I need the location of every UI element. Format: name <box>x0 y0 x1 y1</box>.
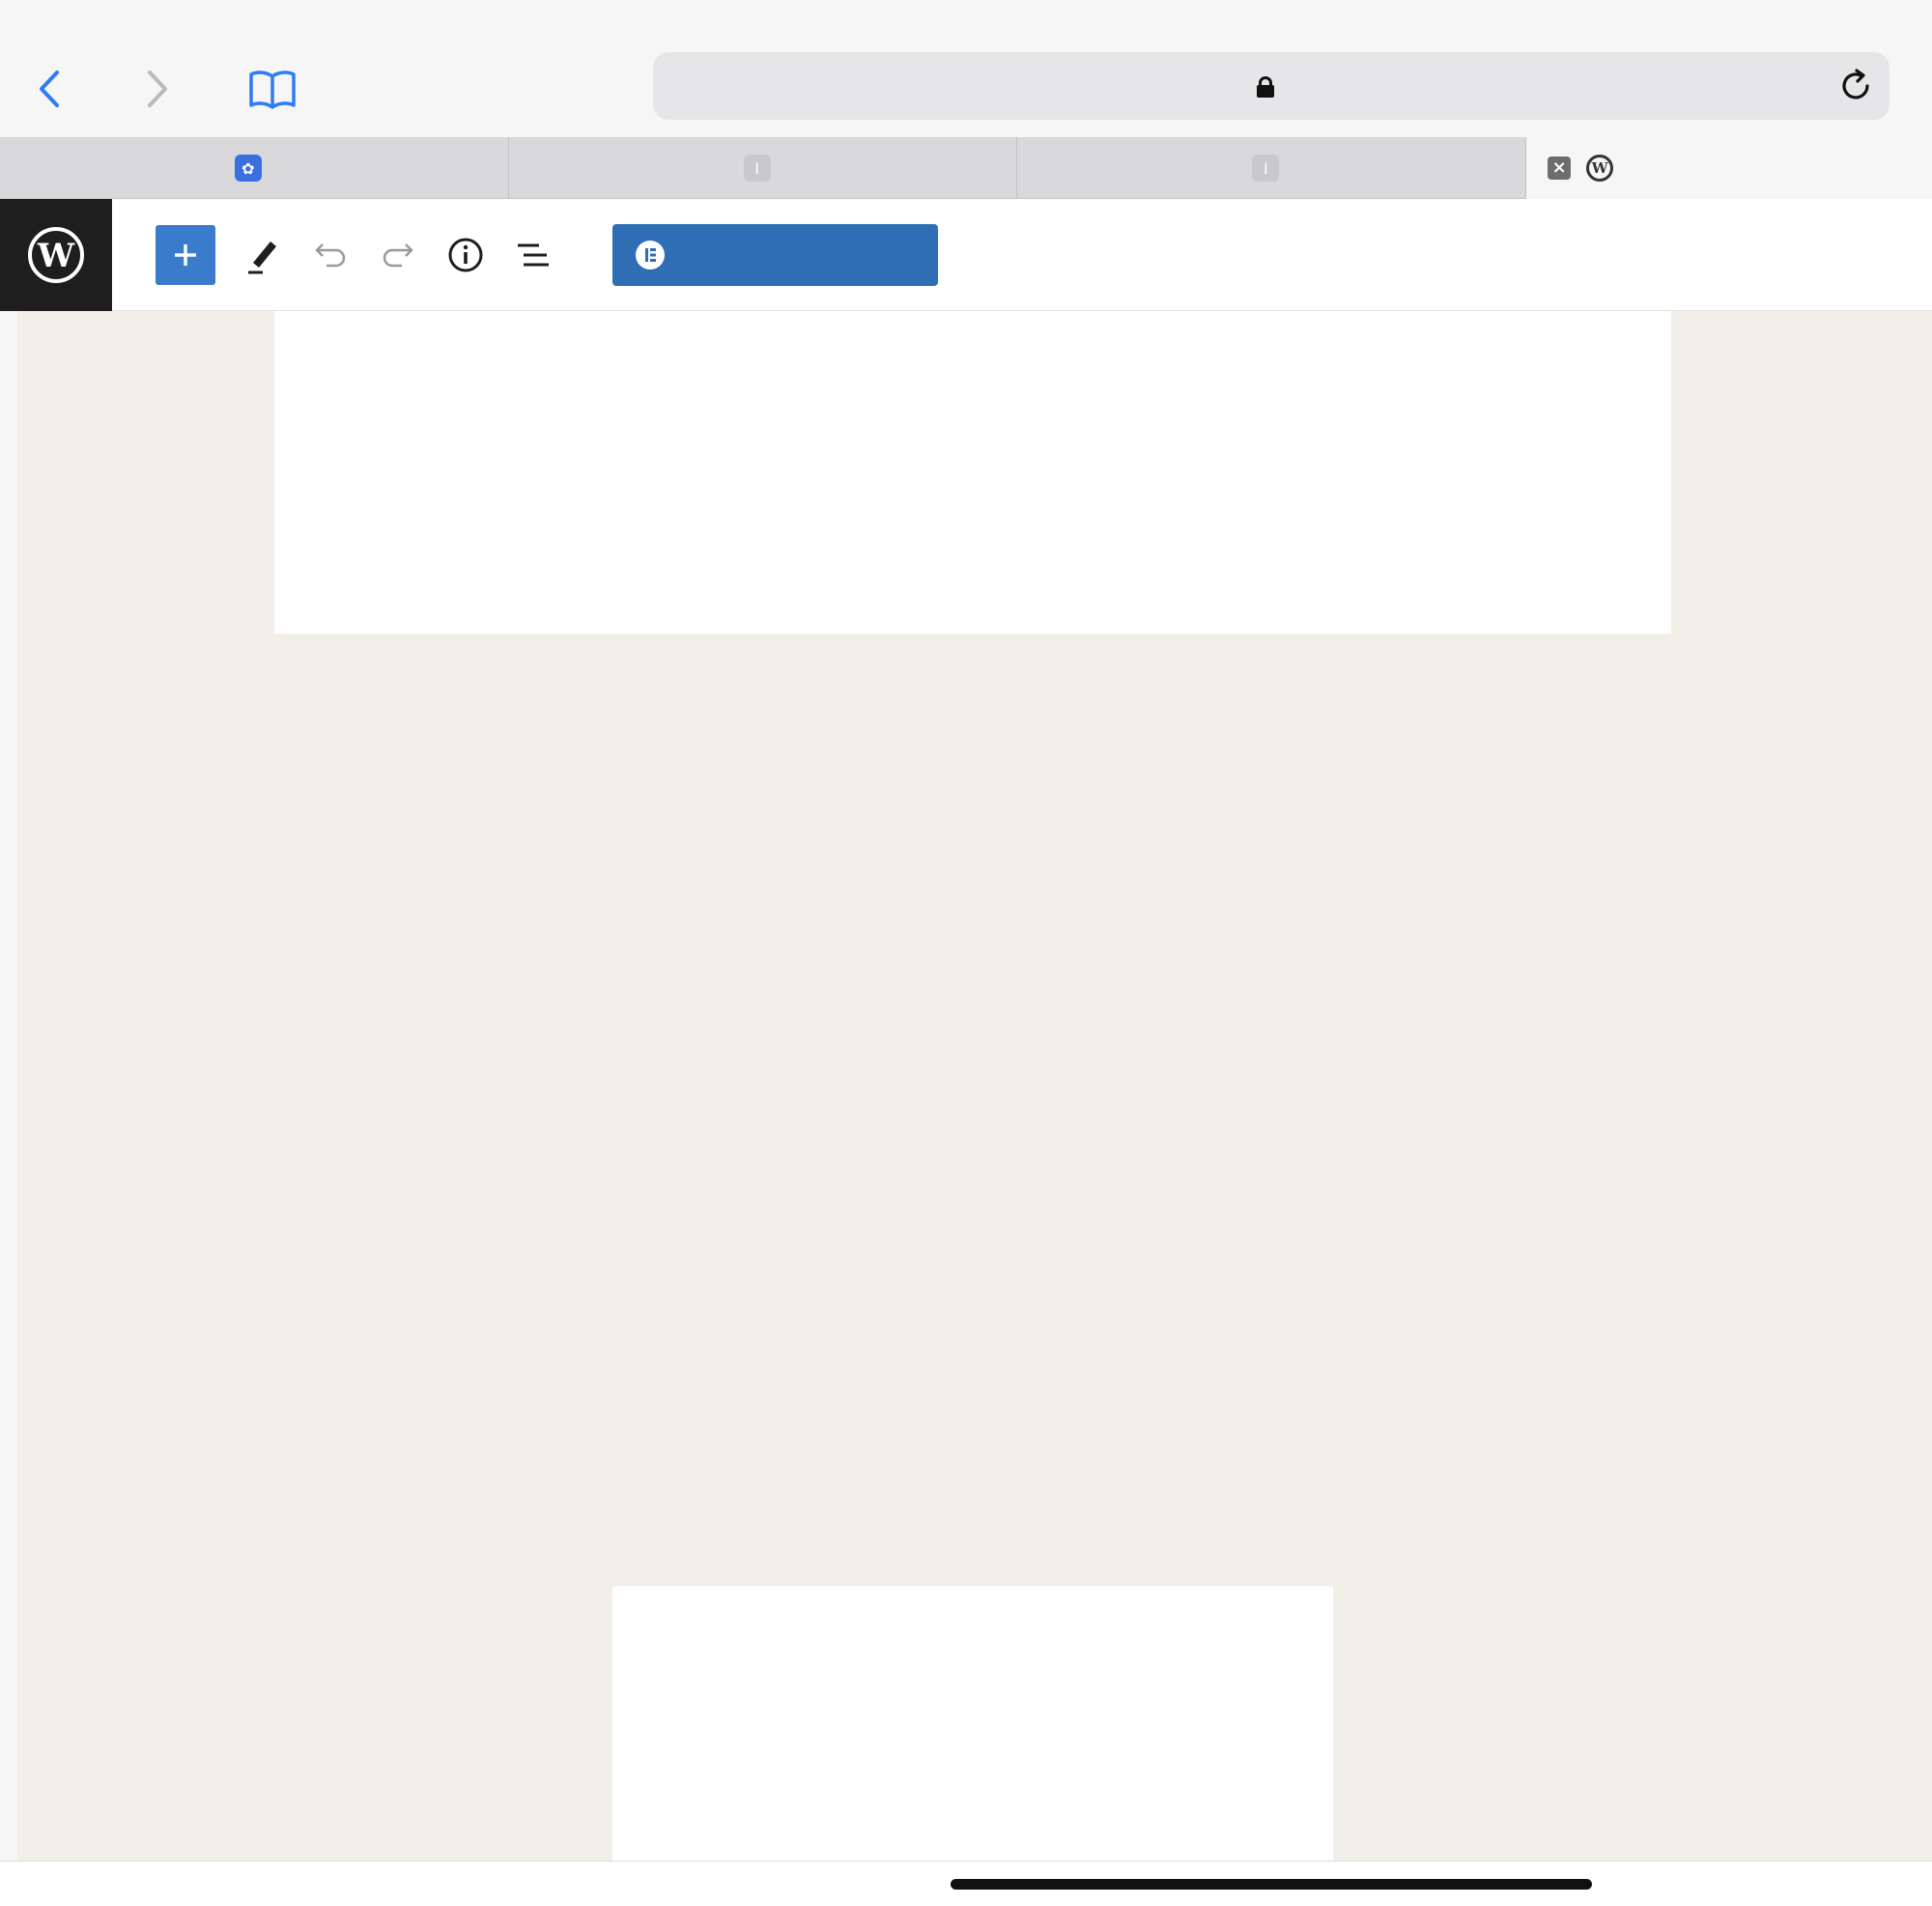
tab-crash-landing-15[interactable] <box>1017 137 1526 199</box>
reload-icon <box>1837 68 1874 104</box>
redo-icon <box>381 241 415 270</box>
info-icon <box>447 237 484 273</box>
pickup-percentage-chart <box>612 1586 1333 1861</box>
page-favicon-icon: I <box>1252 155 1279 182</box>
editor-left-gutter <box>0 311 17 1861</box>
tab-bar <box>0 137 1932 199</box>
redo-button[interactable] <box>375 232 421 278</box>
status-bar <box>0 0 1932 43</box>
url-display <box>653 68 1889 103</box>
pencil-icon <box>245 236 280 274</box>
svg-text:W: W <box>37 237 75 275</box>
browser-toolbar <box>0 43 1932 137</box>
lock-icon <box>1257 76 1274 98</box>
bookmarks-button[interactable] <box>243 60 301 118</box>
commute-charts <box>274 311 1671 634</box>
wordpress-favicon-icon: W <box>1586 155 1613 182</box>
pickup-percentage-chart-image[interactable] <box>612 1586 1333 1861</box>
plus-icon <box>172 242 199 269</box>
tab-close-icon[interactable]: × <box>1548 156 1571 180</box>
wordpress-icon <box>27 226 85 284</box>
post-content <box>17 311 1932 1861</box>
editor-toolbar <box>0 199 1932 311</box>
tab-crash-landing-16[interactable] <box>509 137 1018 199</box>
list-view-button[interactable] <box>510 232 556 278</box>
list-view-icon <box>514 240 553 270</box>
wordpress-logo-button[interactable] <box>0 199 112 311</box>
forward-button[interactable] <box>128 60 185 118</box>
back-button[interactable] <box>21 60 79 118</box>
home-indicator <box>951 1879 1592 1890</box>
baidu-paw-icon: ✿ <box>235 155 262 182</box>
chevron-right-icon <box>142 69 171 109</box>
book-icon <box>248 69 297 109</box>
page-favicon-icon: I <box>744 155 771 182</box>
undo-icon <box>313 241 348 270</box>
edit-with-elementor-button[interactable] <box>612 224 938 286</box>
chevron-left-icon <box>36 69 65 109</box>
tab-baidu-search[interactable] <box>0 137 509 199</box>
reload-button[interactable] <box>1835 66 1876 106</box>
address-bar[interactable] <box>653 52 1889 120</box>
edit-tool-button[interactable] <box>240 232 286 278</box>
details-button[interactable] <box>442 232 489 278</box>
undo-button[interactable] <box>307 232 354 278</box>
add-block-button[interactable] <box>156 225 215 285</box>
tab-edit-post[interactable] <box>1526 137 1932 199</box>
commute-charts-image[interactable] <box>274 311 1671 634</box>
elementor-icon <box>636 241 665 270</box>
